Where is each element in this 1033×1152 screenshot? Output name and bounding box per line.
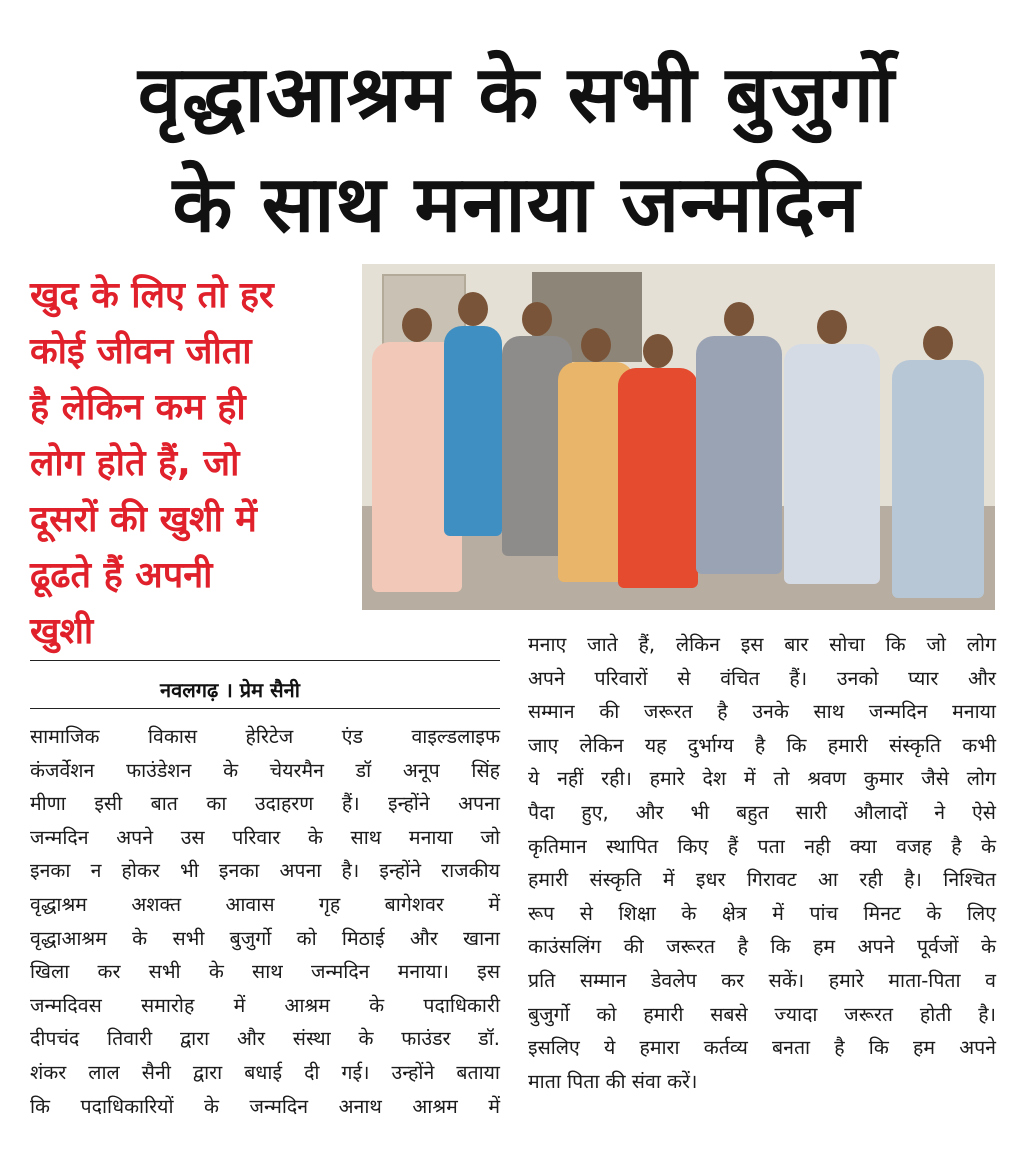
article-line: सामाजिक विकास हेरिटेज एंड वाइल्डलाइफ xyxy=(30,725,500,748)
article-line: जन्मदिन अपने उस परिवार के साथ मनाया जो xyxy=(30,825,500,849)
pull-quote-line: ढूढते हैं अपनी xyxy=(30,555,213,596)
person-figure xyxy=(892,360,984,598)
pull-quote-line: कोई जीवन जीता xyxy=(30,331,252,372)
byline: नवलगढ़ । प्रेम सैनी xyxy=(160,678,300,702)
headline-line-2: के साथ मनाया जन्मदिन xyxy=(172,160,861,250)
article-line: प्रति सम्मान डेवलेप कर सकें। हमारे माता-पिता व xyxy=(528,968,996,992)
article-line: हमारी संस्कृति में इधर गिरावट आ रही है। निश्चित xyxy=(528,868,996,892)
pull-quote-line: खुद के लिए तो हर xyxy=(30,275,274,316)
person-figure xyxy=(784,344,880,584)
article-line: इसलिए ये हमारा कर्तव्य बनता है कि हम अपने xyxy=(528,1036,996,1060)
article-line: माता पिता की संवा करें। xyxy=(528,1069,698,1093)
article-line: शंकर लाल सैनी द्वारा बधाई दी गई। उन्होंने बताया xyxy=(30,1060,500,1084)
pull-quote xyxy=(30,268,360,660)
group-photo xyxy=(362,264,995,610)
headline-line-1: वृद्धाआश्रम के सभी बुजुर्गो xyxy=(137,50,896,140)
article-line: काउंसलिंग की जरूरत है कि हम अपने पूर्वजों के xyxy=(528,935,996,959)
headline xyxy=(0,40,1033,260)
article-line: रूप से शिक्षा के क्षेत्र में पांच मिनट के लिए xyxy=(528,901,996,925)
person-figure xyxy=(618,368,698,588)
article-line: बुजुर्गो को हमारी सबसे ज्यादा जरूरत होती है। xyxy=(528,1002,996,1026)
article-line: कृतिमान स्थापित किए हैं पता नही क्या वजह है के xyxy=(528,834,996,858)
article-line: वृद्धाआश्रम के सभी बुजुर्गो को मिठाई और खाना xyxy=(30,926,500,950)
article-line: मनाए जाते हैं, लेकिन इस बार सोचा कि जो लोग xyxy=(528,633,996,656)
article-line: वृद्धाश्रम अशक्त आवास गृह बागेशवर में xyxy=(30,892,500,916)
article-line: पैदा हुए, और भी बहुत सारी औलादों ने ऐसे xyxy=(528,800,996,824)
article-line: इनका न होकर भी इनका अपना है। इन्होंने राजकीय xyxy=(30,859,500,883)
article-line: जाए लेकिन यह दुर्भाग्य है कि हमारी संस्कृति कभी xyxy=(528,733,996,757)
article-line: कि पदाधिकारियों के जन्मदिन अनाथ आश्रम में xyxy=(30,1094,500,1118)
article-line: मीणा इसी बात का उदाहरण हैं। इन्होंने अपना xyxy=(30,792,500,816)
article-column-left xyxy=(30,720,500,1123)
person-figure xyxy=(444,326,502,536)
pull-quote-line: है लेकिन कम ही xyxy=(30,387,246,428)
pull-quote-line: लोग होते हैं, जो xyxy=(30,443,240,484)
article-column-right xyxy=(528,628,996,1098)
article-line: सम्मान की जरूरत है उनके साथ जन्मदिन मनाया xyxy=(528,700,996,724)
article-line: कंजर्वेशन फाउंडेशन के चेयरमैन डॉ अनूप सिंह xyxy=(30,758,500,782)
article-line: अपने परिवारों से वंचित हैं। उनको प्यार और xyxy=(528,666,996,690)
article-line: ये नहीं रही। हमारे देश में तो श्रवण कुमार जैसे लोग xyxy=(528,767,996,791)
pull-quote-divider xyxy=(30,660,500,661)
article-line: खिला कर सभी के साथ जन्मदिन मनाया। इस xyxy=(30,960,500,984)
pull-quote-line: खुशी xyxy=(30,611,94,652)
byline-divider xyxy=(30,708,500,709)
article-line: जन्मदिवस समारोह में आश्रम के पदाधिकारी xyxy=(30,993,500,1017)
article-line: दीपचंद तिवारी द्वारा और संस्था के फाउंडर डॉ. xyxy=(30,1027,500,1051)
pull-quote-line: दूसरों की खुशी में xyxy=(30,499,257,540)
person-figure xyxy=(696,336,782,574)
